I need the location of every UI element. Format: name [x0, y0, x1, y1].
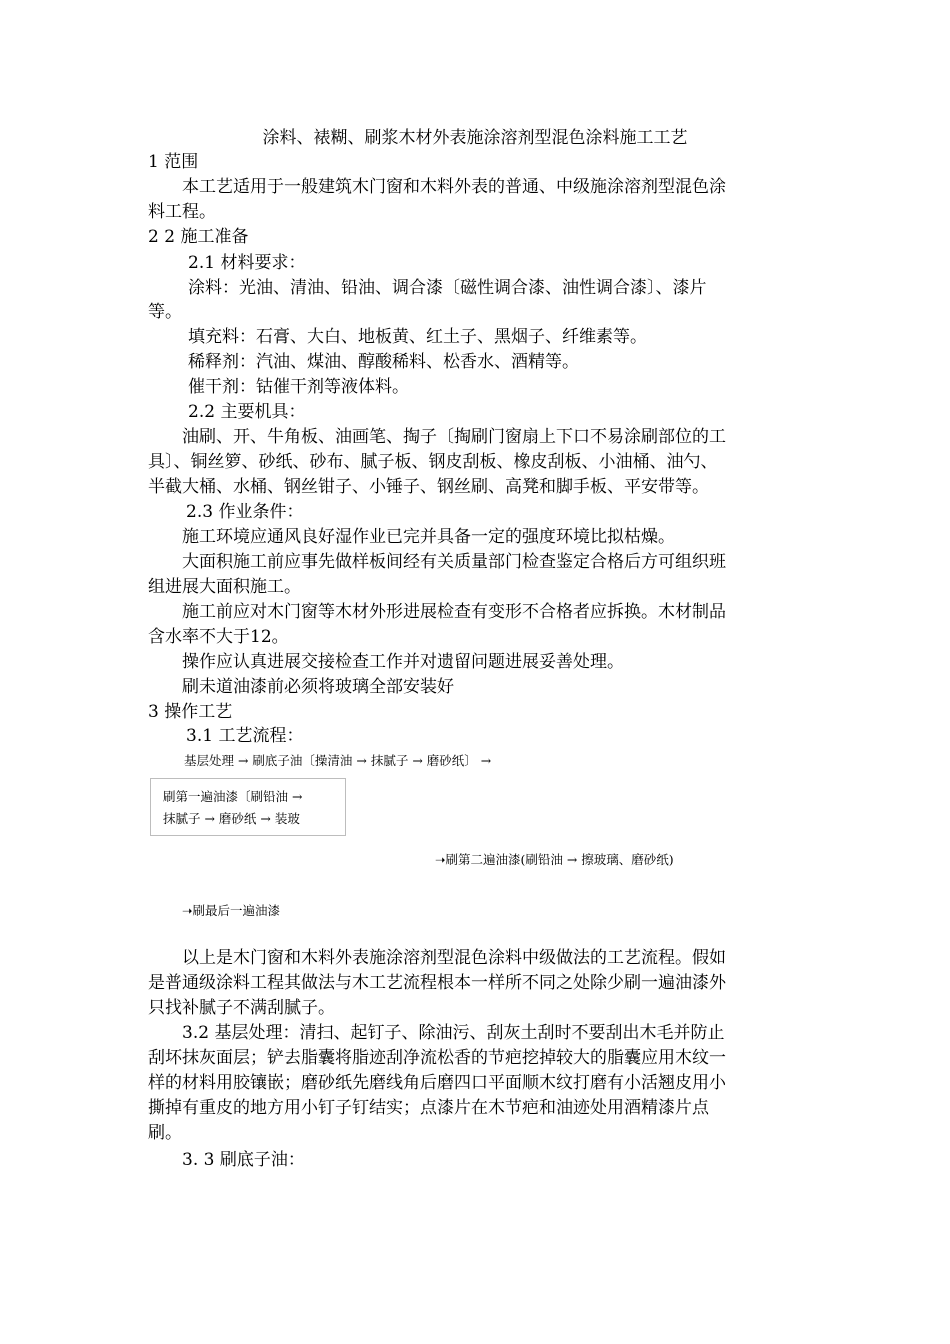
flow-box-line: 刷第一遍油漆〔刷铅油 → — [163, 789, 303, 804]
body-text-line: 只找补腻子不满刮腻子。 — [148, 998, 335, 1018]
body-text-line: 涂料：光油、清油、铅油、调合漆〔磁性调合漆、油性调合漆〕、漆片 — [188, 278, 707, 298]
body-text-line: 料工程。 — [148, 202, 216, 222]
body-text-line: 具〕、铜丝箩、砂纸、砂布、腻子板、钢皮刮板、橡皮刮板、小油桶、油勺、 — [148, 452, 718, 472]
body-text-line: 撕掉有重皮的地方用小钉子钉结实；点漆片在木节疤和油迹处用酒精漆片点 — [148, 1098, 709, 1118]
section-heading-preparation: 2 2 施工准备 — [148, 227, 249, 247]
subsection-heading-conditions: 2.3 作业条件： — [186, 502, 304, 522]
body-text-line: 是普通级涂料工程其做法与木工艺流程根本一样所不同之处除少刷一遍油漆外 — [148, 973, 726, 993]
flow-step-second-coat: ➝刷第二遍油漆(刷铅油 → 擦玻璃、磨砂纸) — [435, 852, 674, 867]
document-title: 涂料、裱糊、刷浆木材外表施涂溶剂型混色涂料施工工艺 — [262, 128, 688, 148]
subsection-heading-tools: 2.2 主要机具： — [188, 402, 306, 422]
section-heading-operation: 3 操作工艺 — [148, 702, 233, 722]
body-text-line: 油刷、开、牛角板、油画笔、掏子〔掏刷门窗扇上下口不易涂刷部位的工 — [182, 427, 726, 447]
body-text-line: 刷。 — [148, 1123, 182, 1143]
body-text-line: 催干剂：钴催干剂等液体料。 — [188, 377, 409, 397]
body-text-line: 填充料：石膏、大白、地板黄、红土子、黑烟子、纤维素等。 — [188, 327, 647, 347]
body-text-line: 施工前应对木门窗等木材外形进展检查有变形不合格者应拆换。木材制品 — [182, 602, 726, 622]
body-text-line: 大面积施工前应事先做样板间经有关质量部门检查鉴定合格后方可组织班 — [182, 552, 726, 572]
flow-step-final-coat: ➝刷最后一遍油漆 — [182, 903, 280, 918]
subsection-heading-materials: 2.1 材料要求： — [188, 253, 306, 273]
body-text-line: 操作应认真进展交接检查工作并对遗留问题进展妥善处理。 — [182, 652, 624, 672]
body-text-line: 半截大桶、水桶、钢丝钳子、小锤子、钢丝刷、高凳和脚手板、平安带等。 — [148, 477, 709, 497]
body-text-line: 刮坏抹灰面层；铲去脂囊将脂迹刮净流松香的节疤挖掉较大的脂囊应用木纹一 — [148, 1048, 726, 1068]
body-text-line: 本工艺适用于一般建筑木门窗和木料外表的普通、中级施涂溶剂型混色涂 — [182, 177, 726, 197]
subsection-heading-primer: 3. 3 刷底子油： — [182, 1150, 305, 1170]
flow-step-first-coat-box — [150, 778, 346, 836]
body-text-line: 以上是木门窗和木料外表施涂溶剂型混色涂料中级做法的工艺流程。假如 — [182, 948, 726, 968]
flow-step-base-treatment: 基层处理 → 刷底子油〔操清油 → 抹腻子 → 磨砂纸〕 → — [184, 753, 492, 768]
section-heading-scope: 1 范围 — [148, 152, 199, 172]
body-text-line: 刷未道油漆前必须将玻璃全部安装好 — [182, 677, 454, 697]
body-text-line: 样的材料用胶镶嵌；磨砂纸先磨线角后磨四口平面顺木纹打磨有小活翘皮用小 — [148, 1073, 726, 1093]
body-text-line: 稀释剂：汽油、煤油、醇酸稀料、松香水、酒精等。 — [188, 352, 579, 372]
subsection-heading-process-flow: 3.1 工艺流程： — [186, 726, 304, 746]
body-text-line: 含水率不大于12。 — [148, 627, 289, 647]
body-text-line: 等。 — [148, 302, 182, 322]
body-text-line: 组进展大面积施工。 — [148, 577, 301, 597]
subsection-heading-base-treatment: 3.2 基层处理：清扫、起钉子、除油污、刮灰土刮时不要刮出木毛并防止 — [182, 1023, 725, 1043]
flow-box-line: 抹腻子 → 磨砂纸 → 装玻 — [163, 811, 300, 826]
body-text-line: 施工环境应通风良好湿作业已完并具备一定的强度环境比拟枯燥。 — [182, 527, 675, 547]
